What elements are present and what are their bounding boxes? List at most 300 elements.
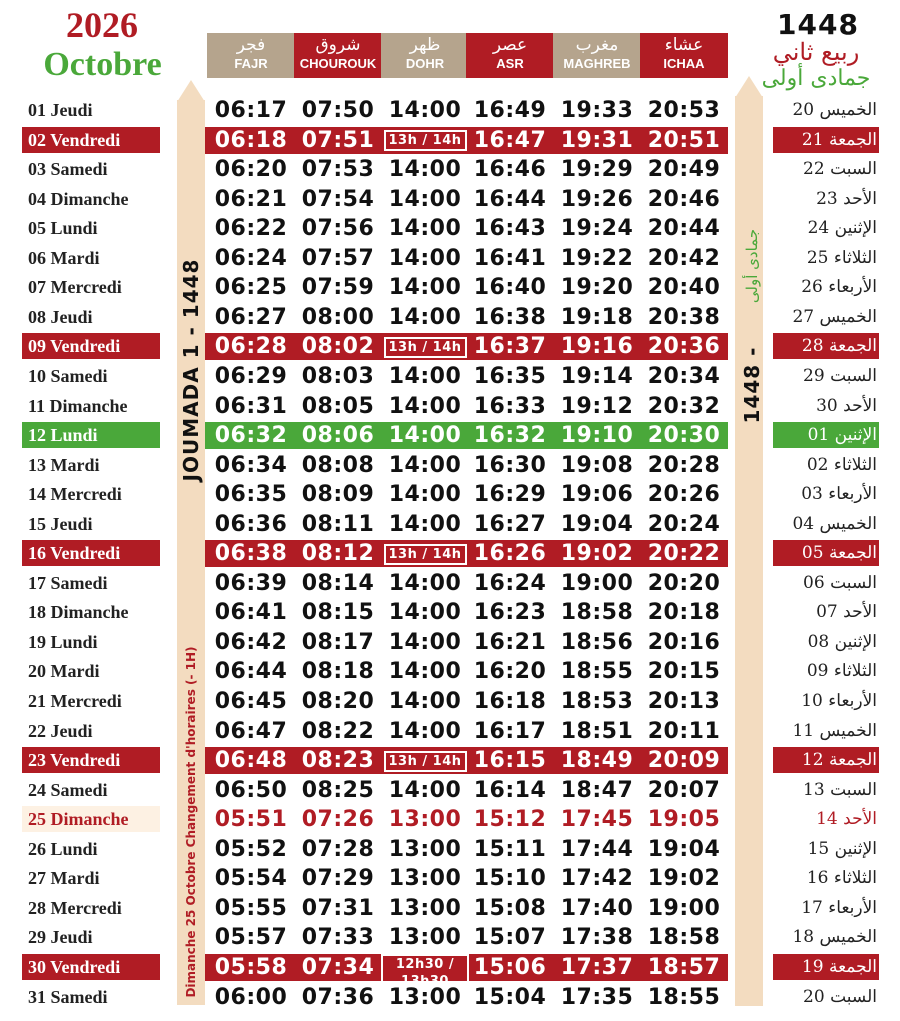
time-maghreb: 19:18 [560,304,634,330]
prayer-name-french: ICHAA [663,56,705,71]
time-fajr: 05:54 [214,866,288,892]
time-maghreb: 18:47 [560,777,634,803]
time-asr: 16:40 [473,275,547,301]
french-day: 13 Mardi [28,454,100,475]
friday-prayer-box: 13h / 14h [384,130,467,151]
french-day: 29 Jeudi [28,927,93,948]
time-ichaa: 20:30 [647,423,721,449]
time-dohr: 13:00 [388,925,462,951]
time-chourouk: 07:28 [301,836,375,862]
french-day: 08 Jeudi [28,306,93,327]
time-maghreb: 17:45 [560,807,634,833]
time-fajr: 06:25 [214,275,288,301]
french-day: 18 Dimanche [28,602,129,623]
time-fajr: 06:28 [214,334,288,360]
time-dohr: 14:00 [388,275,462,301]
time-chourouk: 08:17 [301,629,375,655]
table-row [0,154,900,184]
table-row [0,95,900,125]
time-dohr: 14:00 [388,423,462,449]
arabic-day: 20 السبت [803,986,877,1007]
time-maghreb: 18:56 [560,629,634,655]
arabic-day: 30 الأحد [816,395,877,416]
french-day: 02 Vendredi [22,127,160,153]
right-month-label: جمادى أولى [743,228,761,304]
time-chourouk: 08:18 [301,659,375,685]
left-month-label: JOUMADA 1 - 1448 [179,258,203,482]
time-ichaa: 20:53 [647,98,721,123]
french-day: 16 Vendredi [22,540,160,566]
time-dohr: 14:00 [388,245,462,271]
time-ichaa: 19:04 [647,836,721,862]
french-day: 17 Samedi [28,572,108,593]
time-ichaa: 18:55 [647,984,721,1010]
friday-prayer-box: 13h / 14h [384,337,467,358]
time-chourouk: 08:23 [301,748,375,774]
french-day: 12 Lundi [22,422,160,448]
table-row [0,597,900,627]
arabic-day: 13 السبت [803,779,877,800]
arabic-day: 09 الثلاثاء [806,661,877,682]
prayer-header-chourouk [294,33,382,78]
time-chourouk: 07:51 [301,127,375,153]
prayer-header-fajr [207,33,295,78]
time-maghreb: 19:06 [560,482,634,508]
time-maghreb: 19:14 [560,363,634,389]
prayer-header-maghreb [553,33,641,78]
prayer-header-dohr [381,33,469,78]
time-dohr: 14:00 [388,186,462,212]
time-fajr: 06:47 [214,718,288,744]
time-ichaa: 19:05 [647,807,721,833]
time-chourouk: 07:31 [301,895,375,921]
prayer-name-french: MAGHREB [563,56,631,71]
table-row [0,125,900,155]
time-maghreb: 17:38 [560,925,634,951]
table-row [0,450,900,480]
time-asr: 16:23 [473,600,547,626]
table-row [0,716,900,746]
prayer-name-french: ASR [496,56,524,71]
arabic-day: 28 الجمعة [773,333,879,359]
hijri-month-1: ربيع ثاني [772,38,860,66]
time-asr: 16:38 [473,304,547,330]
time-ichaa: 18:57 [647,954,721,980]
time-fajr: 06:50 [214,777,288,803]
hijri-month-2: جمادى أولى [761,66,871,91]
time-asr: 16:17 [473,718,547,744]
time-fajr: 06:31 [214,393,288,419]
time-asr: 16:47 [473,127,547,153]
time-fajr: 06:34 [214,452,288,478]
arabic-day: 29 السبت [803,365,877,386]
time-ichaa: 20:26 [647,482,721,508]
table-row [0,982,900,1012]
time-maghreb: 18:53 [560,689,634,714]
arabic-day: 10 الأربعاء [801,691,877,711]
table-row [0,893,900,923]
time-chourouk: 08:02 [301,334,375,360]
arabic-day: 05 الجمعة [773,540,879,566]
time-dohr: 14:00 [388,629,462,655]
table-row [0,479,900,509]
prayer-name-arabic: فجر [236,35,266,55]
time-maghreb: 17:42 [560,866,634,892]
time-dohr: 14:00 [388,393,462,419]
time-chourouk: 07:56 [301,216,375,242]
friday-prayer-box: 12h30 / 13h30 [381,954,469,992]
time-asr: 16:29 [473,482,547,508]
table-row [0,331,900,361]
time-ichaa: 20:22 [647,541,721,567]
time-chourouk: 08:09 [301,482,375,508]
table-row [0,243,900,273]
time-chourouk: 07:59 [301,275,375,301]
table-row [0,834,900,864]
prayer-name-arabic: مغرب [575,35,619,55]
time-fajr: 05:55 [214,895,288,921]
time-chourouk: 07:36 [301,984,375,1010]
time-chourouk: 08:22 [301,718,375,744]
french-day: 14 Mercredi [28,484,122,505]
time-maghreb: 19:08 [560,452,634,478]
time-chourouk: 07:50 [301,98,375,123]
arabic-day: 08 الإثنين [807,631,877,652]
french-day: 25 Dimanche [22,806,160,832]
time-maghreb: 19:33 [560,98,634,123]
table-row [0,627,900,657]
time-fajr: 06:44 [214,659,288,685]
time-fajr: 06:42 [214,629,288,655]
french-day: 05 Lundi [28,218,98,239]
time-chourouk: 07:33 [301,925,375,951]
friday-prayer-box: 13h / 14h [384,751,467,772]
time-maghreb: 19:04 [560,511,634,537]
time-chourouk: 08:12 [301,541,375,567]
time-ichaa: 20:11 [647,718,721,744]
time-dohr: 13:00 [388,866,462,892]
time-maghreb: 18:49 [560,748,634,774]
time-asr: 16:26 [473,541,547,567]
time-dohr: 14:00 [388,452,462,478]
time-dohr: 13:00 [388,895,462,921]
time-chourouk: 07:54 [301,186,375,212]
time-dohr: 14:00 [388,689,462,714]
table-row [0,213,900,243]
time-asr: 16:43 [473,216,547,242]
time-dohr: 14:00 [388,511,462,537]
table-row [0,804,900,834]
time-chourouk: 08:14 [301,570,375,596]
time-dohr: 14:00 [388,659,462,685]
time-ichaa: 20:32 [647,393,721,419]
table-row [0,568,900,598]
prayer-header-ichaa [640,33,728,78]
french-day: 28 Mercredi [28,897,122,918]
table-row [0,302,900,332]
time-chourouk: 07:26 [301,807,375,833]
arabic-day: 22 السبت [803,159,877,180]
table-row [0,361,900,391]
time-dohr: 14:00 [388,216,462,242]
right-year-label: 1448 - [740,346,764,424]
time-maghreb: 19:29 [560,157,634,183]
time-fajr: 06:29 [214,363,288,389]
french-day: 24 Samedi [28,779,108,800]
time-fajr: 06:32 [214,423,288,449]
time-ichaa: 20:24 [647,511,721,537]
time-change-note: Dimanche 25 Octobre Changement d'horaires (- 1H) [184,646,198,998]
time-fajr: 06:24 [214,245,288,271]
time-ichaa: 20:15 [647,659,721,685]
time-asr: 15:04 [473,984,547,1010]
table-row [0,420,900,450]
arabic-day: 23 الأحد [816,188,877,209]
time-chourouk: 08:03 [301,363,375,389]
arabic-day: 01 الإثنين [773,422,879,448]
time-fajr: 06:36 [214,511,288,537]
prayer-name-arabic: عصر [492,35,528,55]
time-ichaa: 20:13 [647,689,721,714]
time-ichaa: 20:16 [647,629,721,655]
time-ichaa: 20:38 [647,304,721,330]
time-ichaa: 19:02 [647,866,721,892]
time-fajr: 05:51 [214,807,288,833]
time-dohr: 14:00 [388,777,462,803]
time-ichaa: 20:34 [647,363,721,389]
arabic-day: 25 الثلاثاء [806,247,877,268]
table-row [0,745,900,775]
time-fajr: 06:41 [214,600,288,626]
table-row [0,509,900,539]
time-chourouk: 07:53 [301,157,375,183]
time-asr: 16:35 [473,363,547,389]
time-dohr [381,540,469,567]
french-day: 06 Mardi [28,247,100,268]
french-day: 22 Jeudi [28,720,93,741]
time-maghreb: 18:55 [560,659,634,685]
time-chourouk: 08:15 [301,600,375,626]
time-asr: 16:41 [473,245,547,271]
time-ichaa: 20:44 [647,216,721,242]
time-asr: 16:27 [473,511,547,537]
french-day: 26 Lundi [28,838,98,859]
prayer-name-arabic: ظهر [409,35,441,55]
time-chourouk: 07:34 [301,954,375,980]
arabic-day: 03 الأربعاء [801,484,877,505]
time-maghreb: 18:51 [560,718,634,744]
time-ichaa: 20:46 [647,186,721,212]
table-row [0,656,900,686]
arabic-day: 16 الثلاثاء [806,868,877,889]
table-row [0,686,900,716]
french-day: 01 Jeudi [28,100,93,120]
arabic-day: 19 الجمعة [773,954,879,980]
time-chourouk: 08:20 [301,689,375,714]
time-dohr: 14:00 [388,157,462,183]
time-asr: 16:33 [473,393,547,419]
time-maghreb: 19:31 [560,127,634,153]
arabic-day: 06 السبت [803,572,877,593]
french-day: 30 Vendredi [22,954,160,980]
time-dohr: 13:00 [388,807,462,833]
time-chourouk: 08:05 [301,393,375,419]
french-day: 10 Samedi [28,365,108,386]
time-asr: 16:32 [473,423,547,449]
table-row [0,538,900,568]
french-day: 11 Dimanche [28,395,128,416]
friday-prayer-box: 13h / 14h [384,544,467,565]
time-fajr: 06:21 [214,186,288,212]
french-day: 23 Vendredi [22,747,160,773]
table-row [0,952,900,989]
time-ichaa: 20:42 [647,245,721,271]
arabic-day: 26 الأربعاء [801,277,877,298]
time-dohr [381,333,469,360]
french-day: 19 Lundi [28,631,98,652]
arabic-day: 24 الإثنين [807,218,877,239]
time-dohr: 14:00 [388,570,462,596]
time-fajr: 06:00 [214,984,288,1010]
time-dohr: 14:00 [388,718,462,744]
time-ichaa: 20:18 [647,600,721,626]
time-maghreb: 19:16 [560,334,634,360]
time-maghreb: 17:35 [560,984,634,1010]
table-row [0,863,900,893]
time-ichaa: 20:28 [647,452,721,478]
arabic-day: 20 الخميس [792,100,877,120]
prayer-name-french: CHOUROUK [299,56,377,71]
arabic-day: 14 الأحد [816,809,877,830]
prayer-name-french: FAJR [234,56,268,71]
french-day: 03 Samedi [28,159,108,180]
time-chourouk: 07:57 [301,245,375,271]
time-ichaa: 20:20 [647,570,721,596]
time-ichaa: 20:07 [647,777,721,803]
time-asr: 16:18 [473,689,547,714]
time-ichaa: 19:00 [647,895,721,921]
time-asr: 15:10 [473,866,547,892]
arabic-day: 21 الجمعة [773,127,879,153]
time-fajr: 06:27 [214,304,288,330]
time-asr: 16:49 [473,98,547,123]
table-row [0,272,900,302]
time-fajr: 06:18 [214,127,288,153]
french-day: 31 Samedi [28,986,108,1007]
time-dohr [381,127,469,154]
time-asr: 15:06 [473,954,547,980]
arabic-day: 04 الخميس [792,513,877,534]
arabic-day: 18 الخميس [792,927,877,948]
time-ichaa: 18:58 [647,925,721,951]
hijri-year: 1448 [777,8,859,41]
time-dohr: 14:00 [388,363,462,389]
time-chourouk: 08:06 [301,423,375,449]
arabic-day: 15 الإثنين [807,838,877,859]
time-fajr: 06:45 [214,689,288,714]
time-ichaa: 20:40 [647,275,721,301]
year-title: 2026 [66,5,138,45]
time-maghreb: 17:40 [560,895,634,921]
time-asr: 16:15 [473,748,547,774]
time-fajr: 06:35 [214,482,288,508]
arabic-day: 07 الأحد [816,602,877,623]
time-dohr: 14:00 [388,98,462,123]
table-row [0,922,900,952]
time-maghreb: 19:24 [560,216,634,242]
time-ichaa: 20:49 [647,157,721,183]
french-day: 04 Dimanche [28,188,129,209]
time-fajr: 06:39 [214,570,288,596]
time-asr: 16:44 [473,186,547,212]
time-maghreb: 19:26 [560,186,634,212]
time-dohr: 13:00 [388,836,462,862]
time-fajr: 05:58 [214,954,288,980]
time-chourouk: 08:08 [301,452,375,478]
time-dohr [381,747,469,774]
time-asr: 16:30 [473,452,547,478]
time-dohr: 13:00 [388,984,462,1010]
french-day: 15 Jeudi [28,513,93,534]
time-maghreb: 19:20 [560,275,634,301]
time-fajr: 05:52 [214,836,288,862]
time-asr: 16:14 [473,777,547,803]
time-asr: 16:37 [473,334,547,360]
time-maghreb: 19:10 [560,423,634,449]
time-maghreb: 19:00 [560,570,634,596]
time-fajr: 06:48 [214,748,288,774]
time-fajr: 05:57 [214,925,288,951]
french-day: 27 Mardi [28,868,100,889]
time-maghreb: 19:12 [560,393,634,419]
arabic-day: 17 الأربعاء [801,897,877,918]
time-fajr: 06:38 [214,541,288,567]
time-ichaa: 20:36 [647,334,721,360]
time-maghreb: 19:02 [560,541,634,567]
french-day: 20 Mardi [28,661,100,682]
arabic-day: 12 الجمعة [773,747,879,773]
time-dohr: 14:00 [388,600,462,626]
time-asr: 16:46 [473,157,547,183]
time-asr: 16:20 [473,659,547,685]
time-fajr: 06:17 [214,98,288,123]
time-asr: 16:24 [473,570,547,596]
time-asr: 15:12 [473,807,547,833]
month-title: Octobre [43,46,162,83]
prayer-header-asr [466,33,554,78]
french-day: 21 Mercredi [28,691,122,711]
arabic-day: 02 الثلاثاء [806,454,877,475]
prayer-name-arabic: عشاء [664,35,704,55]
time-asr: 15:08 [473,895,547,921]
arabic-day: 27 الخميس [792,306,877,327]
table-row [0,184,900,214]
time-chourouk: 07:29 [301,866,375,892]
time-fajr: 06:22 [214,216,288,242]
time-asr: 15:11 [473,836,547,862]
time-dohr: 14:00 [388,482,462,508]
time-dohr: 14:00 [388,304,462,330]
time-maghreb: 17:37 [560,954,634,980]
time-asr: 16:21 [473,629,547,655]
time-maghreb: 19:22 [560,245,634,271]
time-maghreb: 17:44 [560,836,634,862]
time-maghreb: 18:58 [560,600,634,626]
french-day: 07 Mercredi [28,277,122,298]
table-row [0,775,900,805]
time-fajr: 06:20 [214,157,288,183]
time-chourouk: 08:11 [301,511,375,537]
